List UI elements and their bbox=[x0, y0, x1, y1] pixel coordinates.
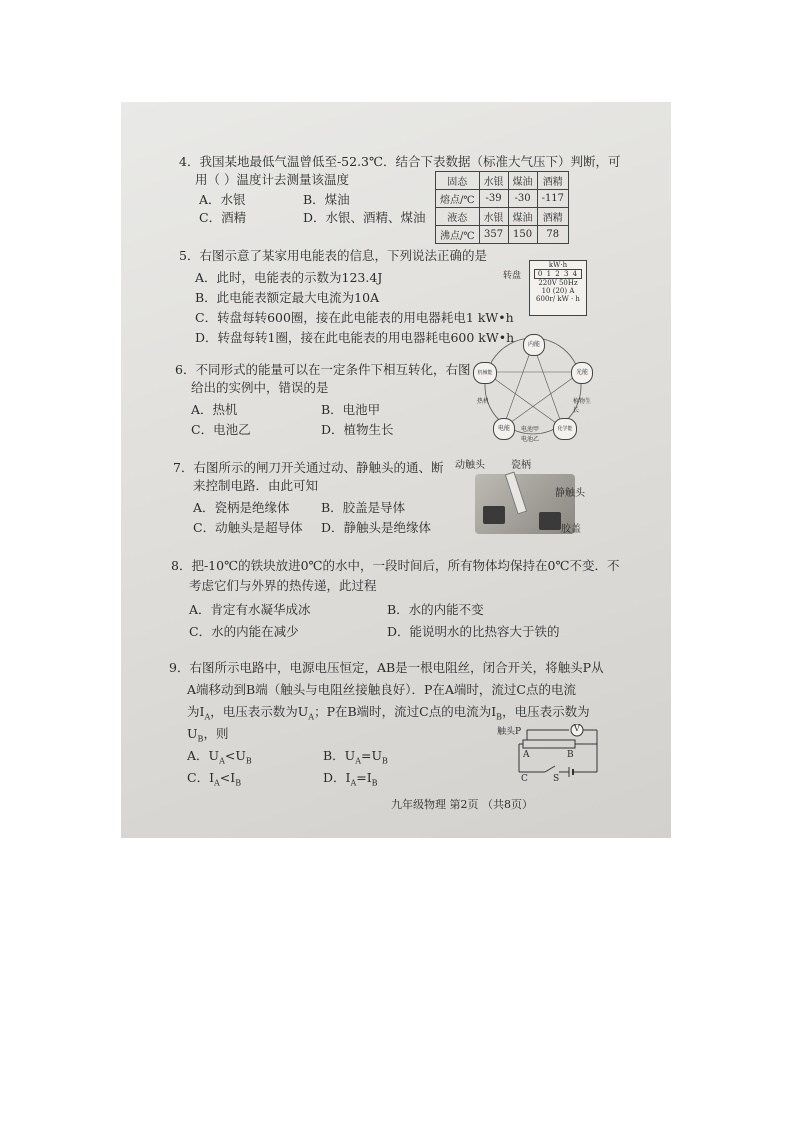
q9-text: ，电压表示数为 bbox=[502, 704, 590, 719]
subscript-a: A bbox=[219, 756, 225, 766]
energy-meter-figure bbox=[501, 260, 651, 322]
switch-terminal-left bbox=[483, 506, 505, 524]
table-row bbox=[436, 190, 569, 208]
q9-option-d bbox=[323, 768, 378, 788]
table-cell: -39 bbox=[479, 190, 508, 208]
q6-stem-line1: 6．不同形式的能量可以在一定条件下相互转化，右图 bbox=[175, 362, 471, 377]
energy-conversion-diagram bbox=[473, 330, 593, 442]
label-battery-b: 电池乙 bbox=[521, 436, 540, 443]
meter-body bbox=[529, 260, 587, 316]
table-cell: 150 bbox=[508, 226, 537, 244]
label-plastic-cover: 胶盖 bbox=[561, 524, 581, 535]
label-end-a: A bbox=[523, 750, 530, 760]
table-cell: 水银 bbox=[479, 172, 508, 190]
table-cell: -30 bbox=[508, 190, 537, 208]
q8-option-d: D．能说明水的比热容大于铁的 bbox=[387, 624, 560, 639]
q9-option-c bbox=[187, 768, 241, 788]
subscript-b: B bbox=[496, 712, 503, 722]
label-porcelain-handle: 瓷柄 bbox=[511, 460, 531, 471]
subscript-b: B bbox=[197, 734, 204, 744]
melting-boiling-table bbox=[435, 171, 569, 244]
subscript-b: B bbox=[245, 756, 252, 766]
subscript-a: A bbox=[214, 778, 220, 788]
q8-stem-line1: 8．把-10℃的铁块放进0℃的水中，一段时间后，所有物体均保持在0℃不变．不 bbox=[171, 558, 620, 573]
table-cell: 液态 bbox=[436, 208, 480, 226]
subscript-b: B bbox=[382, 756, 388, 766]
table-row bbox=[436, 172, 569, 190]
q8-option-c: C．水的内能在减少 bbox=[189, 624, 299, 639]
label-battery-a: 电池甲 bbox=[521, 426, 540, 433]
meter-voltage: 220V 50Hz bbox=[538, 279, 578, 287]
subscript-a: A bbox=[308, 712, 315, 722]
switch-terminal-right bbox=[539, 512, 561, 530]
label-plant-growth: 植物生长 bbox=[573, 398, 592, 414]
table-cell: 熔点/℃ bbox=[436, 190, 480, 208]
subscript-b: B bbox=[235, 778, 242, 788]
table-cell: 固态 bbox=[436, 172, 480, 190]
q9-text: D．I bbox=[323, 770, 351, 785]
q4-option-a: A．水银 bbox=[199, 192, 246, 207]
q9-text: =I bbox=[356, 770, 372, 785]
node-chemical-energy: 化学能 bbox=[553, 418, 577, 440]
meter-revolutions: 600r/ kW · h bbox=[536, 295, 580, 303]
node-internal-energy: 内能 bbox=[523, 334, 545, 356]
q6-option-a: A．热机 bbox=[191, 402, 238, 417]
table-cell: 78 bbox=[537, 226, 568, 244]
q5-option-c: C．转盘每转600圈，接在此电能表的用电器耗电1 kW•h bbox=[195, 310, 514, 325]
label-switch-s: S bbox=[553, 774, 560, 784]
knife-switch-figure bbox=[455, 456, 621, 542]
exam-page-photo bbox=[121, 102, 671, 838]
meter-unit: kW·h bbox=[548, 261, 568, 269]
subscript-a: A bbox=[355, 756, 362, 766]
q9-text: C．I bbox=[187, 770, 215, 785]
circuit-diagram bbox=[497, 724, 607, 784]
q8-option-a: A．肯定有水凝华成冰 bbox=[189, 602, 311, 617]
table-row bbox=[436, 226, 569, 244]
q9-text: ，电压表示数为U bbox=[210, 704, 309, 719]
q9-text: U bbox=[187, 726, 198, 741]
label-voltmeter: V bbox=[574, 724, 580, 733]
q9-text: =U bbox=[361, 748, 383, 763]
meter-digits: 0 1 2 3 4 bbox=[534, 269, 582, 279]
q9-text: 为I bbox=[187, 704, 205, 719]
q5-stem: 5．右图示意了某家用电能表的信息，下列说法正确的是 bbox=[179, 248, 487, 263]
table-cell: 沸点/℃ bbox=[436, 226, 480, 244]
q5-option-a: A．此时，电能表的示数为123.4J bbox=[195, 270, 383, 285]
meter-current: 10 (20) A bbox=[541, 287, 575, 295]
table-cell: 357 bbox=[479, 226, 508, 244]
q6-option-c: C．电池乙 bbox=[191, 422, 251, 437]
q9-text: ，则 bbox=[203, 726, 229, 741]
q9-option-b bbox=[323, 746, 388, 766]
q9-text: ；P在B端时，流过C点的电流为I bbox=[314, 704, 497, 719]
table-row bbox=[436, 208, 569, 226]
label-static-contact: 静触头 bbox=[555, 488, 585, 499]
q4-option-b: B．煤油 bbox=[303, 192, 350, 207]
node-light-energy: 光能 bbox=[571, 362, 593, 384]
q9-stem-line1: 9．右图所示电路中，电源电压恒定，AB是一根电阻丝，闭合开关，将触头P从 bbox=[169, 660, 604, 675]
q7-option-b: B．胶盖是导体 bbox=[321, 500, 406, 515]
q4-stem-line2: 用（ ）温度计去测量该温度 bbox=[195, 172, 349, 187]
q6-option-b: B．电池甲 bbox=[321, 402, 381, 417]
label-end-b: B bbox=[567, 750, 574, 760]
page-footer: 九年级物理 第2页 （共8页） bbox=[391, 798, 533, 811]
q5-option-b: B．此电能表额定最大电流为10A bbox=[195, 290, 380, 305]
q6-option-d: D．植物生长 bbox=[321, 422, 394, 437]
q7-option-c: C．动触头是超导体 bbox=[193, 520, 303, 535]
table-cell: 酒精 bbox=[537, 208, 568, 226]
q7-stem-line1: 7．右图所示的闸刀开关通过动、静触头的通、断 bbox=[173, 460, 444, 475]
label-moving-contact: 动触头 bbox=[455, 460, 485, 471]
q9-text: <I bbox=[219, 770, 236, 785]
label-point-c: C bbox=[521, 774, 528, 784]
table-cell: -117 bbox=[537, 190, 568, 208]
q8-stem-line2: 考虑它们与外界的热传递，此过程 bbox=[189, 578, 377, 593]
table-cell: 酒精 bbox=[537, 172, 568, 190]
q4-option-c: C．酒精 bbox=[199, 210, 247, 225]
label-heat-engine: 热机 bbox=[477, 398, 490, 405]
q6-stem-line2: 给出的实例中，错误的是 bbox=[191, 380, 329, 395]
q4-stem-line1: 4．我国某地最低气温曾低至-52.3℃．结合下表数据（标准大气压下）判断，可 bbox=[179, 154, 621, 169]
meter-dial-label: 转盘 bbox=[503, 271, 522, 281]
node-electric-energy: 电能 bbox=[493, 418, 515, 440]
q9-text: B．U bbox=[323, 748, 356, 763]
q9-text: <U bbox=[224, 748, 246, 763]
label-slider-p: 触头P bbox=[497, 727, 522, 737]
q4-option-d: D．水银、酒精、煤油 bbox=[303, 210, 426, 225]
q9-text: A．U bbox=[187, 748, 220, 763]
table-cell: 煤油 bbox=[508, 208, 537, 226]
node-mechanical-energy: 机械能 bbox=[473, 362, 497, 384]
q9-stem-line2: A端移动到B端（触头与电阻丝接触良好）．P在A端时，流过C点的电流 bbox=[187, 682, 576, 697]
q9-option-a bbox=[187, 746, 252, 766]
q7-option-d: D．静触头是绝缘体 bbox=[321, 520, 432, 535]
subscript-a: A bbox=[204, 712, 211, 722]
subscript-b: B bbox=[371, 778, 378, 788]
q8-option-b: B．水的内能不变 bbox=[387, 602, 484, 617]
q7-stem-line2: 来控制电路．由此可知 bbox=[193, 478, 319, 493]
table-cell: 煤油 bbox=[508, 172, 537, 190]
table-cell: 水银 bbox=[479, 208, 508, 226]
q7-option-a: A．瓷柄是绝缘体 bbox=[193, 500, 290, 515]
subscript-a: A bbox=[350, 778, 357, 788]
q5-option-d: D．转盘每转1圈，接在此电能表的用电器耗电600 kW•h bbox=[195, 330, 515, 345]
